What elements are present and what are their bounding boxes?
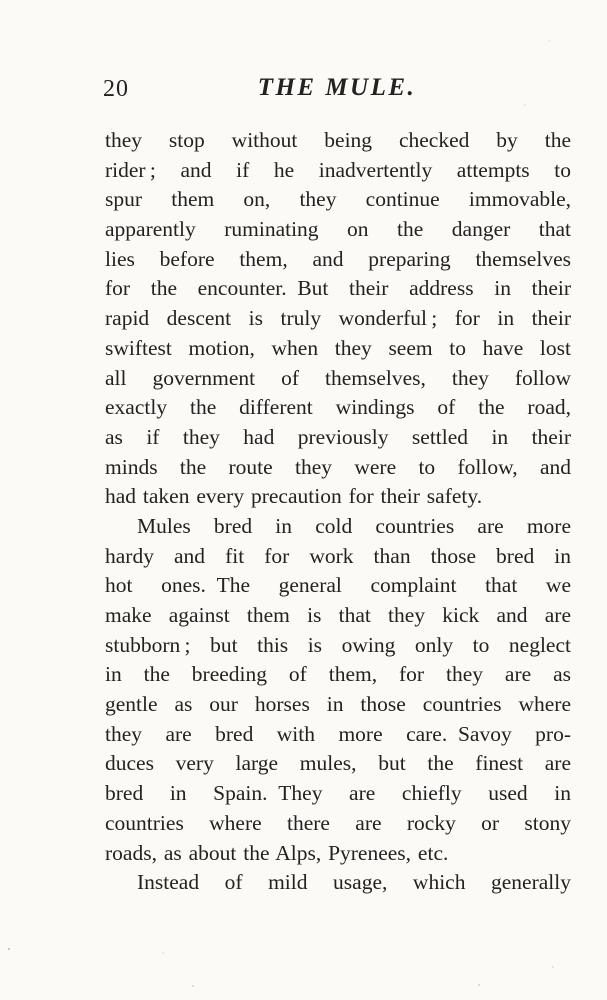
page-header [103, 74, 571, 102]
text-line: roads, as about the Alps, Pyrenees, etc. [105, 840, 449, 865]
running-title: THE MULE. [257, 74, 417, 101]
text-line: had taken every precaution for their safety. [105, 484, 483, 509]
text-line: hardy and fit for work than those bred in [105, 543, 571, 568]
body-text [105, 126, 571, 898]
text-line: countries where there are rocky or stony [105, 810, 571, 835]
text-line: stubborn ; but this is owing only to neglect [105, 632, 571, 657]
text-line: Mules bred in cold countries are more [137, 513, 571, 538]
text-line: spur them on, they continue immovable, [105, 187, 571, 212]
text-line: minds the route they were to follow, and [105, 454, 571, 479]
text-line: rapid descent is truly wonderful ; for in their [105, 306, 571, 331]
text-line: gentle as our horses in those countries where [105, 692, 571, 717]
page-number: 20 [103, 76, 129, 102]
text-line: rider ; and if he inadvertently attempts to [105, 157, 571, 182]
text-line: duces very large mules, but the finest are [105, 751, 571, 776]
text-line: swiftest motion, when they seem to have lost [105, 335, 571, 360]
text-line: lies before them, and preparing themselves [105, 246, 571, 271]
text-line: as if they had previously settled in their [105, 424, 571, 449]
text-line: all government of themselves, they follow [105, 365, 571, 390]
text-line: in the breeding of them, for they are as [105, 662, 571, 687]
text-line: apparently ruminating on the danger that [105, 217, 571, 242]
text-line: hot ones. The general complaint that we [105, 573, 571, 598]
text-line: make against them is that they kick and are [105, 603, 571, 627]
text-line: for the encounter. But their address in their [105, 276, 571, 301]
text-line: bred in Spain. They are chiefly used in [105, 781, 571, 806]
text-line: they are bred with more care. Savoy pro- [105, 721, 571, 746]
text-line: exactly the different windings of the road, [105, 395, 571, 420]
text-line: they stop without being checked by the [105, 128, 571, 152]
text-line: Instead of mild usage, which generally [137, 870, 571, 895]
